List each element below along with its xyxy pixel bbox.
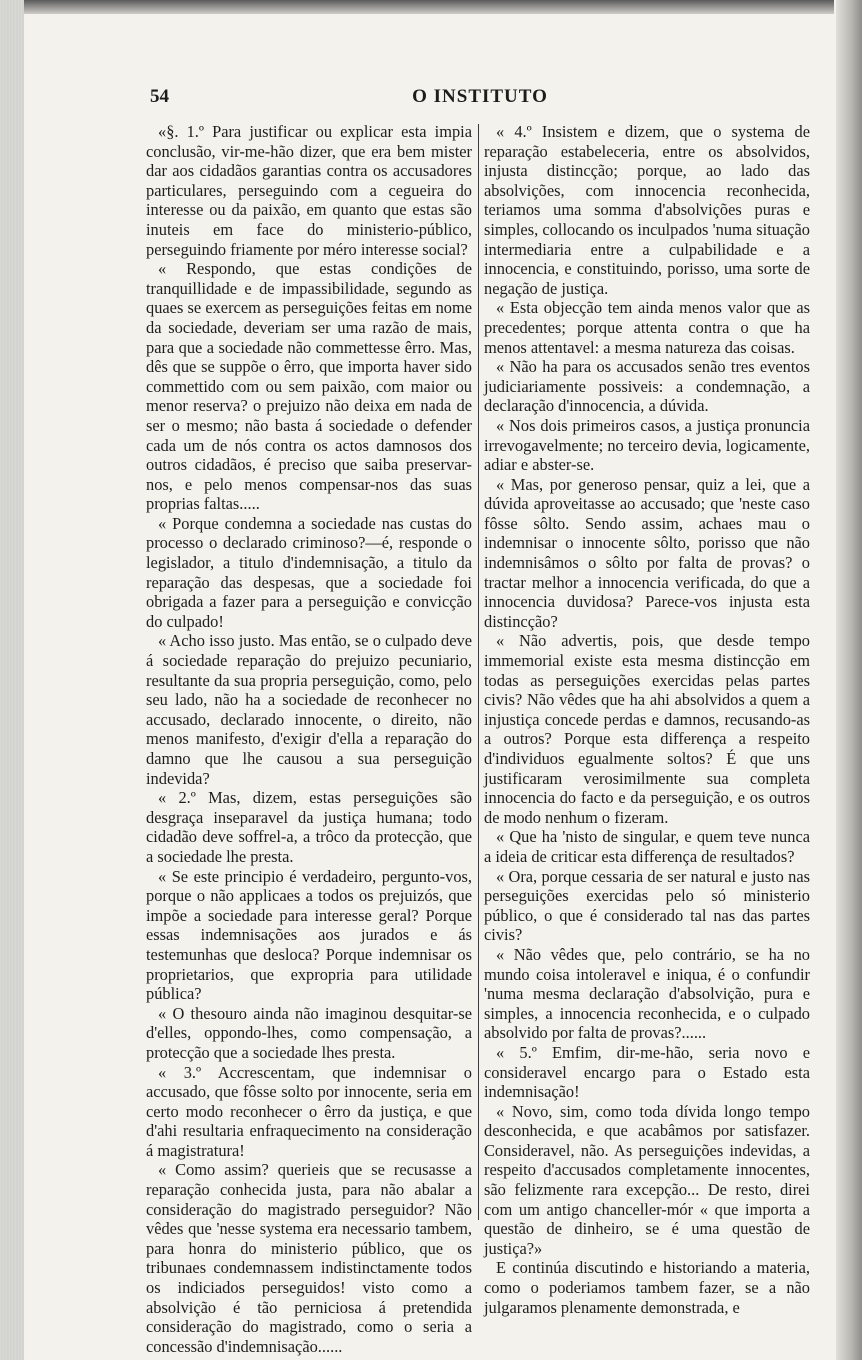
paragraph: « 5.º Emfim, dir-me-hão, seria novo e consideravel encargo para o Estado esta indemnisação!	[484, 1042, 810, 1102]
paragraph: « Esta objecção tem ainda menos valor que as precedentes; porque attenta contra o que ha menos attentavel: a mesma natureza das coisas.	[484, 298, 810, 357]
column-divider	[478, 124, 479, 1220]
paragraph: « 2.º Mas, dizem, estas perseguições são desgraça inseparavel da justiça humana; todo cidadão deve soffrel-a, a trôco da protecção, que a sociedade lhe presta.	[146, 788, 472, 866]
paragraph: « Novo, sim, como toda dívida longo tempo desconhecida, e que acabâmos por satisfazer. Consideravel, não. As perseguições indevidas, a respeito d'accusados completamente innocentes, são felizmente rara excepção... De resto, direi com um antigo chanceller-mór « que importa a questão de dinheiro, se é uma questão de justiça?»	[484, 1101, 810, 1258]
paragraph: « O thesouro ainda não imaginou desquitar-se d'elles, oppondo-lhes, como compensação, a protecção que a sociedade lhes presta.	[146, 1003, 472, 1062]
running-head: O INSTITUTO	[412, 86, 548, 107]
paragraph: E continúa discutindo e historiando a materia, como o poderiamos tambem fazer, se a não julgaramos plenamente demonstrada, e	[484, 1258, 810, 1317]
paragraph: «§. 1.º Para justificar ou explicar esta impia conclusão, vir-me-hão dizer, que era bem mister dar aos cidadãos garantias contra os accusadores particulares, perseguindo com a cegueira do interesse ou da paixão, em quanto que estas são inuteis em face do ministerio-público, perseguindo friamente por méro interesse social?	[146, 122, 472, 259]
book-spine	[0, 0, 24, 1360]
paragraph: « Porque condemna a sociedade nas custas do processo o declarado criminoso?—é, responde o legislador, a titulo d'indemnisação, a titulo da reparação das despesas, que a sociedade foi obrigada a fazer para a perseguição e convicção do culpado!	[146, 513, 472, 631]
paragraph: « Não vêdes que, pelo contrário, se ha no mundo coisa intoleravel e iniqua, é o confundir 'numa mesma declaração d'absolvição, pura e simples, a innocencia reconhecida, e o culpado absolvido por falta de provas?......	[484, 944, 810, 1043]
paragraph: « Mas, por generoso pensar, quiz a lei, que a dúvida aproveitasse ao accusado; que 'neste caso fôsse sôlto. Sendo assim, achaes mau o indemnisar o innocente sôlto, porisso que não indemnisâmos o sôlto por falta de provas? o tractar melhor a innocencia verificada, do que a innocencia duvidosa? Parece-vos injusta esta distincção?	[484, 474, 810, 631]
paragraph: « Respondo, que estas condições de tranquillidade e de impassibilidade, segundo as quaes se exercem as perseguições feitas em nome da sociedade, deveriam ser uma razão de mais, para que a sociedade não commettesse êrro. Mas, dês que se suppõe o êrro, que importa haver sido commettido com ou sem paixão, com maior ou menor reserva? o prejuizo não deixa em nada de ser o mesmo; não basta á sociedade o defender cada um de nós contra os actos damnosos dos outros cidadãos, é preciso que saiba preservar-nos, e pelo menos compensar-nos das suas proprias faltas.....	[146, 259, 472, 514]
paragraph: « Não advertis, pois, que desde tempo immemorial existe esta mesma distincção em todas as perseguições exercidas pelas partes civis? Não vêdes que ha ahi absolvidos a quem a injustiça concede perdas e damnos, recusando-as a outros? Porque esta differença a respeito d'individuos egualmente soltos? É que uns justificaram verosimilmente sua completa innocencia do facto e da perseguição, e os outros de modo nenhum o fizeram.	[484, 631, 810, 827]
right-column	[484, 122, 810, 1317]
paragraph: « Acho isso justo. Mas então, se o culpado deve á sociedade reparação do prejuizo pecuniario, resultante da sua propria perseguição, como, pelo seu lado, não ha a sociedade de reconhecer no accusado, declarado innocente, o direito, não menos manifesto, d'exigir d'ella a reparação do damno que lhe causou a sua perseguição indevida?	[146, 631, 472, 788]
paragraph: « Que ha 'nisto de singular, e quem teve nunca a ideia de criticar esta differença de resultados?	[484, 827, 810, 866]
left-column	[146, 122, 472, 1356]
paragraph: « Se este principio é verdadeiro, pergunto-vos, porque o não applicaes a todos os prejuizós, que impõe a sociedade para interesse geral? Porque essas indemnisações aos jurados e ás testemunhas que desloca? Porque indemnisar os proprietarios, que expropria para utilidade pública?	[146, 866, 472, 1004]
page-edge-right	[836, 0, 862, 1360]
scan-shadow-top	[24, 0, 834, 14]
paragraph: « Nos dois primeiros casos, a justiça pronuncia irrevogavelmente; no terceiro devia, logicamente, adiar e abster-se.	[484, 415, 810, 475]
paragraph: « Como assim? querieis que se recusasse a reparação conhecida justa, para não abalar a consideração do magistrado perseguidor? Não vêdes que 'nesse systema era necessario tambem, para honra do ministerio público, que os tribunaes condemnassem indistinctamente todos os indiciados perseguidos! visto como a absolvição é tão perniciosa á pretendida consideração do magistrado, como o seria a concessão d'indemnisação......	[146, 1160, 472, 1356]
paragraph: « Ora, porque cessaria de ser natural e justo nas perseguições exercidas pelo só ministerio público, o que é considerado tal nas das partes civis?	[484, 866, 810, 945]
page-number: 54	[150, 86, 169, 107]
paragraph: « Não ha para os accusados senão tres eventos judiciariamente possiveis: a condemnação, a declaração d'innocencia, a dúvida.	[484, 357, 810, 416]
paragraph: « 3.º Accrescentam, que indemnisar o accusado, que fôsse solto por innocente, seria em certo modo reconhecer o êrro da justiça, e que d'ahi resultaria enfraquecimento na consideração á magistratura!	[146, 1062, 472, 1160]
paragraph: « 4.º Insistem e dizem, que o systema de reparação estabeleceria, entre os absolvidos, injusta distincção; porque, ao lado das absolvições, com innocencia reconhecida, teriamos uma somma d'absolvições puras e simples, collocando os inculpados 'numa situação intermediaria entre a culpabilidade e a innocencia, e constituindo, porisso, uma sorte de negação de justiça.	[484, 122, 810, 298]
